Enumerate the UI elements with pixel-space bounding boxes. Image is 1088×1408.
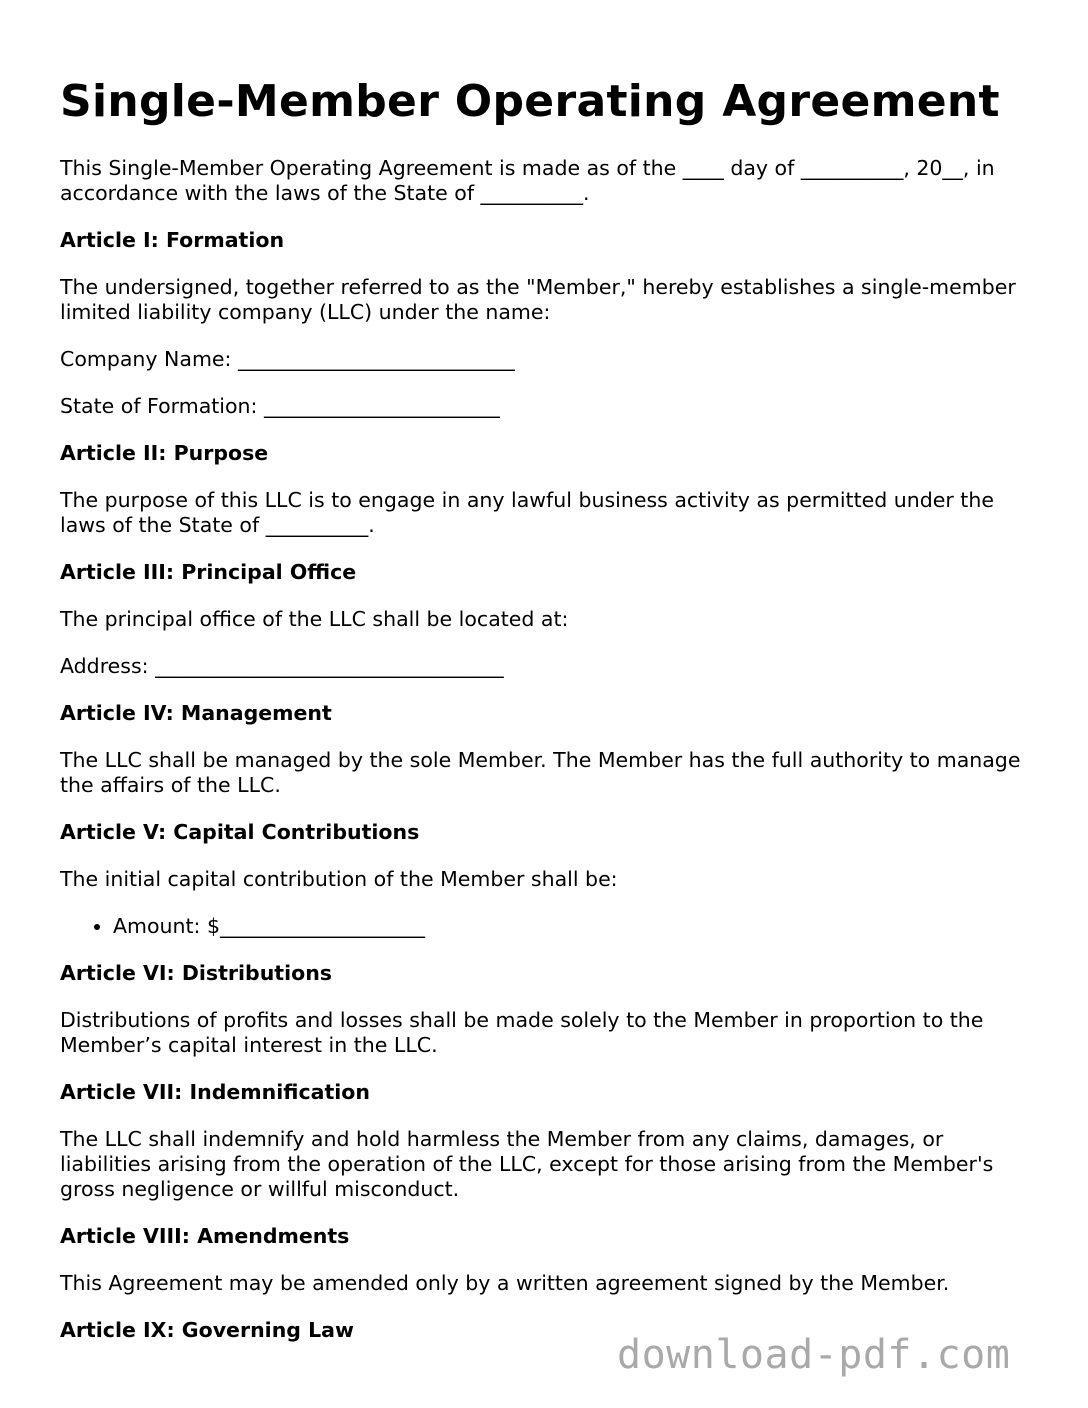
article-body-indemnification: The LLC shall indemnify and hold harmless the Member from any claims, damages, or liabilities arising from the operation of the LLC, except for those arising from the Member's gross negligence or willful misconduct. [60,1127,994,1201]
document-title: Single-Member Operating Agreement [60,76,1000,127]
article-body-capital-contributions: The initial capital contribution of the Member shall be: [60,867,618,891]
article-body-amendments: This Agreement may be amended only by a written agreement signed by the Member. [60,1271,950,1295]
article-body-purpose: The purpose of this LLC is to engage in any lawful business activity as permitted under the laws of the State of __________. [60,488,994,537]
intro-paragraph: This Single-Member Operating Agreement is made as of the ____ day of __________, 20__, in accordance with the laws of the State of __________. [60,156,995,205]
article-heading-management: Article IV: Management [60,701,332,725]
article-heading-principal-office: Article III: Principal Office [60,560,357,584]
article-body-formation: The undersigned, together referred to as the "Member," hereby establishes a single-member limited liability company (LLC) under the name: [60,275,1016,324]
company-name-field: Company Name: ___________________________ [60,347,515,371]
article-heading-distributions: Article VI: Distributions [60,961,333,985]
contribution-list [60,914,1035,939]
state-of-formation-field: State of Formation: _______________________ [60,394,500,418]
article-heading-formation: Article I: Formation [60,228,285,252]
article-heading-capital-contributions: Article V: Capital Contributions [60,820,420,844]
article-heading-purpose: Article II: Purpose [60,441,269,465]
article-heading-amendments: Article VIII: Amendments [60,1224,350,1248]
document-page [60,0,1035,1343]
watermark: download-pdf.com [617,1332,1011,1378]
article-body-distributions: Distributions of profits and losses shall be made solely to the Member in proportion to the Member’s capital interest in the LLC. [60,1008,984,1057]
article-heading-indemnification: Article VII: Indemnification [60,1080,370,1104]
article-body-management: The LLC shall be managed by the sole Member. The Member has the full authority to manage the affairs of the LLC. [60,748,1021,797]
address-field: Address: __________________________________ [60,654,504,678]
amount-field: • Amount: $____________________ [113,914,1035,939]
article-heading-governing-law: Article IX: Governing Law [60,1318,354,1342]
article-body-principal-office: The principal office of the LLC shall be located at: [60,607,569,631]
